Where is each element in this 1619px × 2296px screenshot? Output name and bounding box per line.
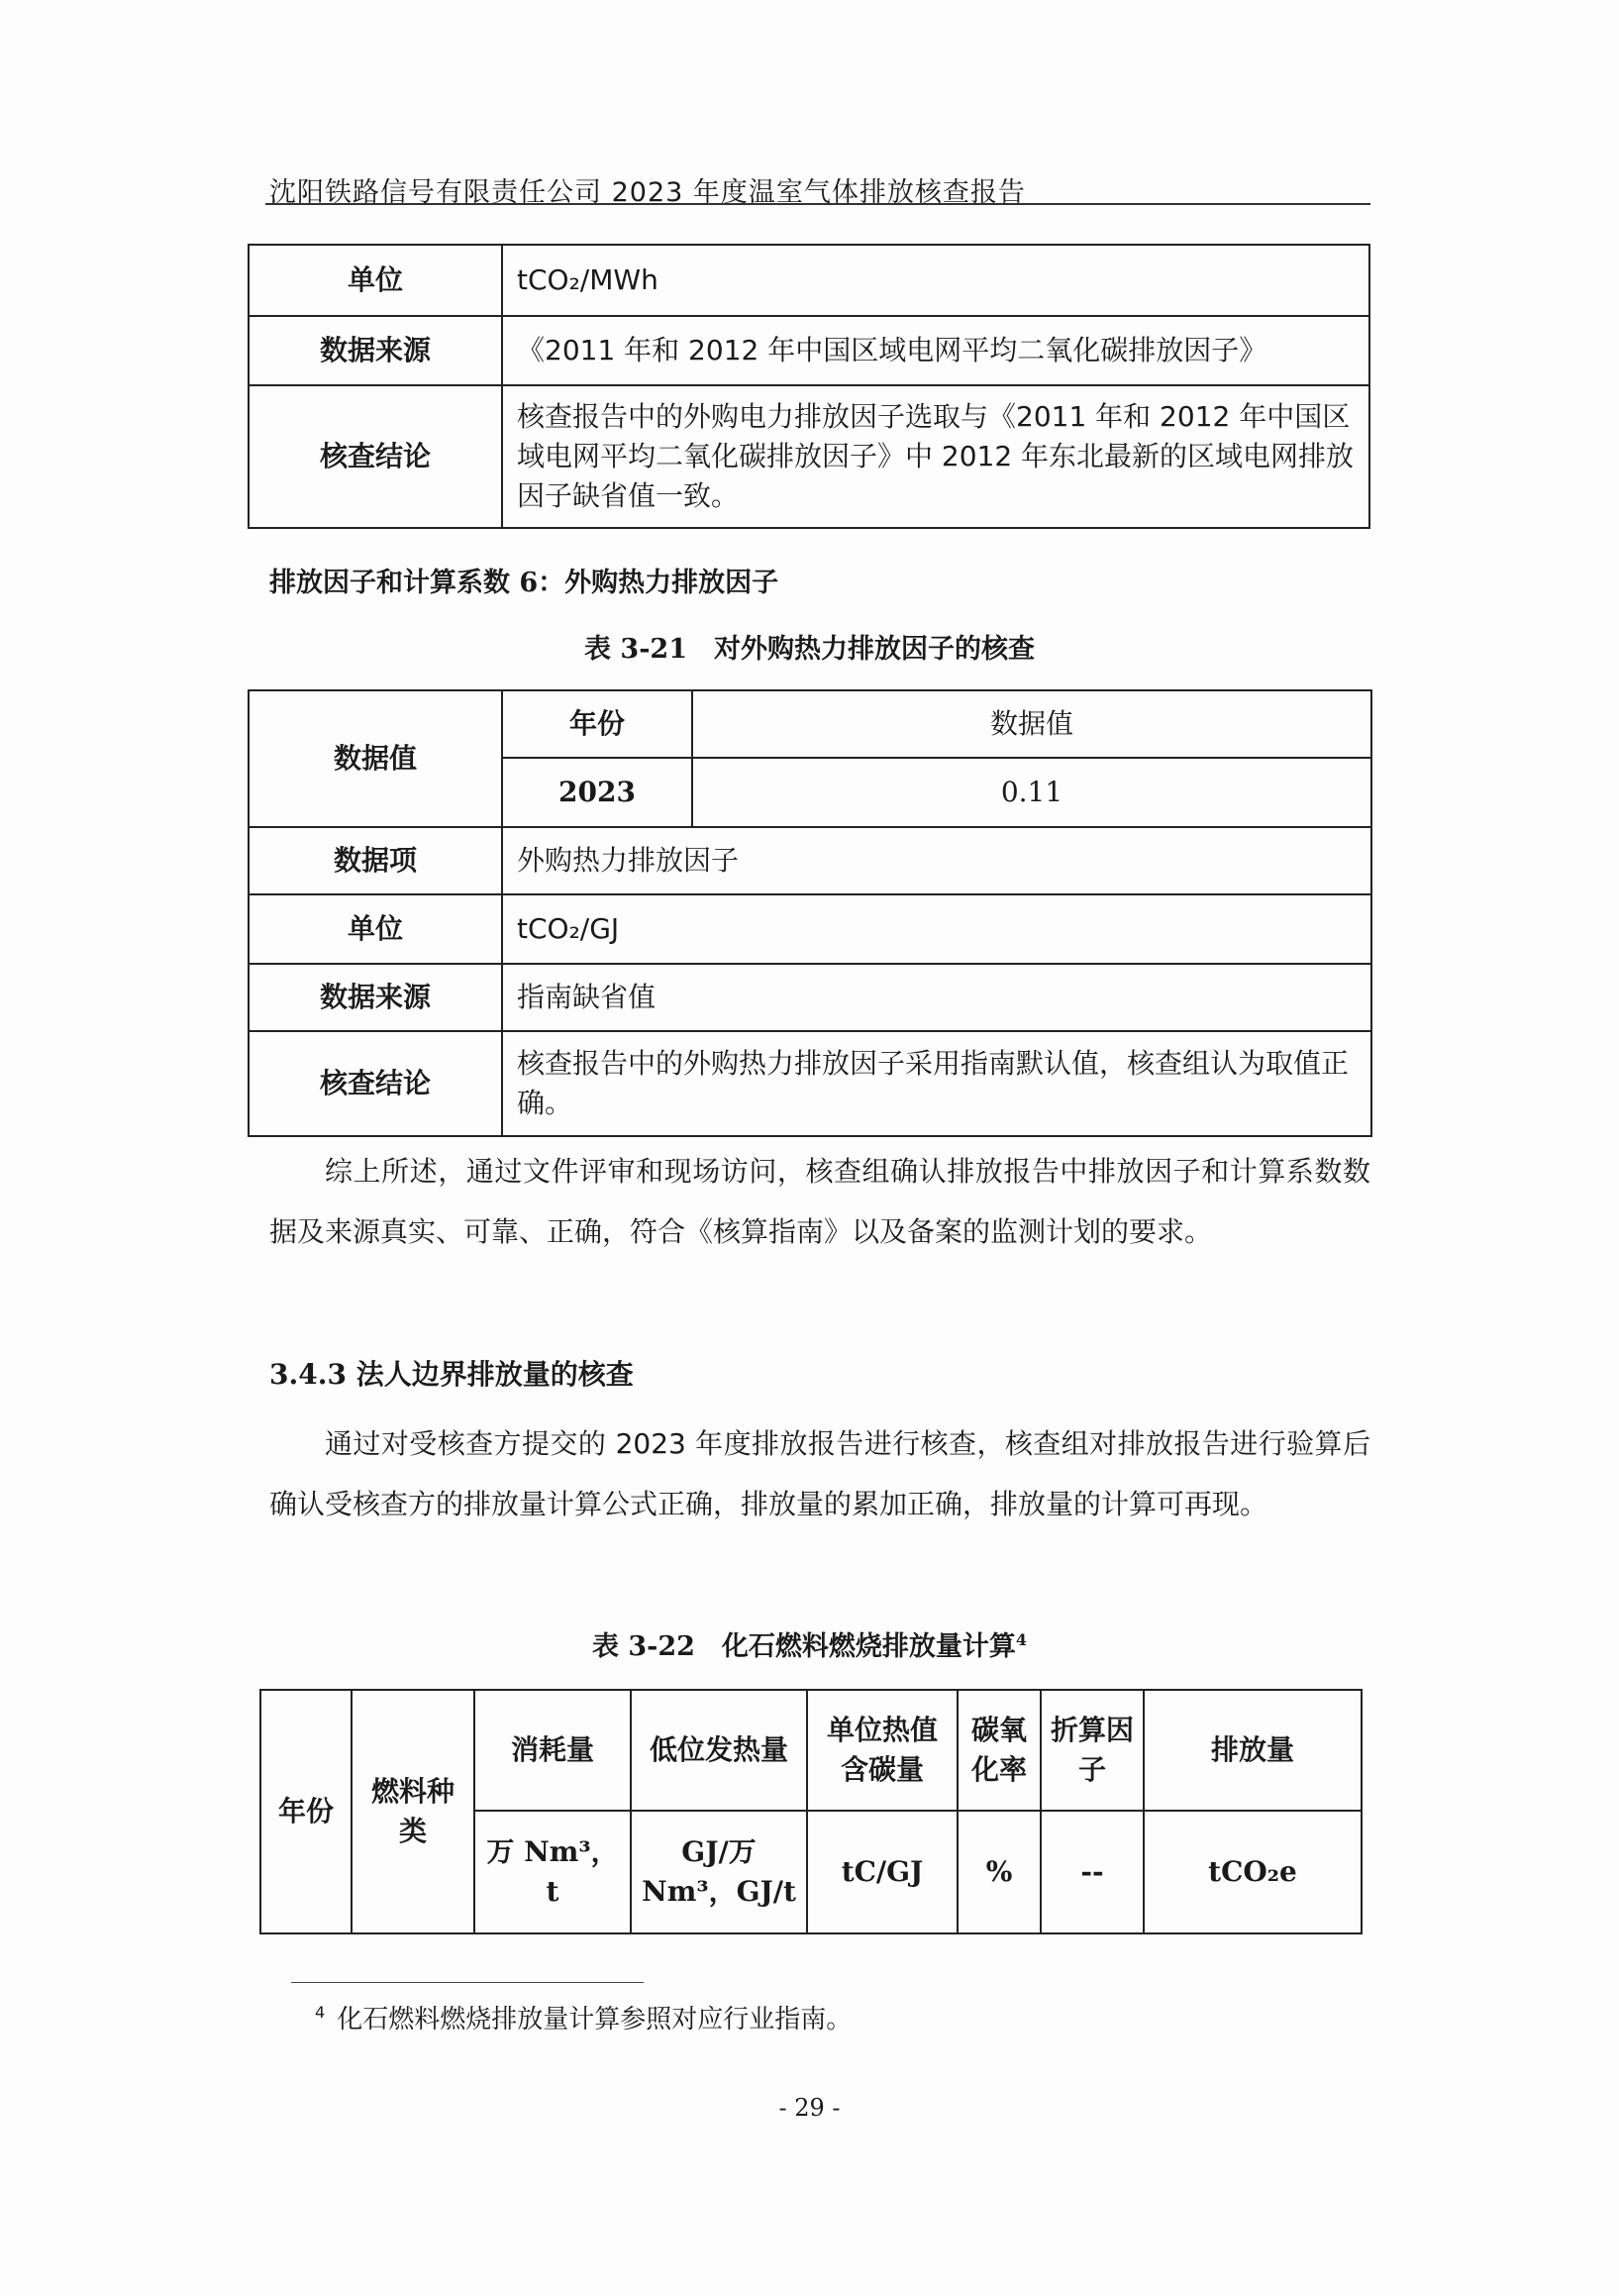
row-value: 核查报告中的外购热力排放因子采用指南默认值，核查组认为取值正确。 [502, 1031, 1371, 1136]
unit-emissions: tCO₂e [1144, 1811, 1362, 1933]
value-cell: 0.11 [692, 758, 1371, 827]
col-header-emissions: 排放量 [1144, 1690, 1362, 1811]
unit-consumption: 万 Nm³，t [474, 1811, 631, 1933]
table-row [249, 245, 1369, 316]
unit-ncv: GJ/万 Nm³，GJ/t [631, 1811, 807, 1933]
footnote [315, 1999, 852, 2035]
data-value-label: 数据值 [249, 690, 502, 827]
caption-text: 表 3-22 化石燃料燃烧排放量计算 [591, 1631, 1016, 1662]
col-header-carbon-content: 单位热值含碳量 [807, 1690, 958, 1811]
row-value: tCO₂/GJ [502, 894, 1371, 964]
footnote-rule [291, 1982, 644, 1983]
row-label: 核查结论 [249, 1031, 502, 1136]
section-heading: 排放因子和计算系数 6：外购热力排放因子 [269, 568, 779, 598]
report-header-title: 沈阳铁路信号有限责任公司 2023 年度温室气体排放核查报告 [269, 177, 1026, 208]
header-row [260, 1690, 1362, 1811]
col-header-consumption: 消耗量 [474, 1690, 631, 1811]
heat-factor-table [248, 689, 1372, 1137]
header-rule [265, 203, 1370, 205]
table-caption [0, 1624, 1619, 1663]
table-caption: 表 3-21 对外购热力排放因子的核查 [584, 634, 1035, 665]
table-row [249, 316, 1369, 385]
row-label: 核查结论 [249, 385, 502, 528]
summary-paragraph: 综上所述，通过文件评审和现场访问，核查组确认排放报告中排放因子和计算系数数据及来源真实、可靠、正确，符合《核算指南》以及备案的监测计划的要求。 [269, 1155, 1370, 1248]
footnote-number: 4 [315, 2003, 326, 2023]
row-label: 数据项 [249, 827, 502, 894]
table-row [249, 964, 1371, 1031]
table-row [249, 894, 1371, 964]
unit-oxidation-rate: % [958, 1811, 1041, 1933]
table-row [249, 690, 1371, 758]
col-header-conversion-factor: 折算因子 [1041, 1690, 1144, 1811]
year-header: 年份 [502, 690, 692, 758]
electricity-factor-table [248, 244, 1370, 529]
value-header: 数据值 [692, 690, 1371, 758]
table-row [249, 827, 1371, 894]
col-header-year: 年份 [260, 1690, 352, 1933]
col-header-ncv: 低位发热量 [631, 1690, 807, 1811]
footnote-ref: 4 [1015, 1630, 1028, 1649]
col-header-oxidation-rate: 碳氧化率 [958, 1690, 1041, 1811]
row-value: 外购热力排放因子 [502, 827, 1371, 894]
row-value: 《2011 年和 2012 年中国区域电网平均二氧化碳排放因子》 [502, 316, 1369, 385]
row-value: 核查报告中的外购电力排放因子选取与《2011 年和 2012 年中国区域电网平均二氧化碳排放因子》中 2012 年东北最新的区域电网排放因子缺省值一致。 [502, 385, 1369, 528]
subsection-heading: 3.4.3 法人边界排放量的核查 [269, 1358, 634, 1391]
row-value: 指南缺省值 [502, 964, 1371, 1031]
row-value: tCO₂/MWh [502, 245, 1369, 316]
row-label: 单位 [249, 245, 502, 316]
page-number: - 29 - [778, 2094, 841, 2122]
table-row [249, 385, 1369, 528]
year-cell: 2023 [502, 758, 692, 827]
footnote-text: 化石燃料燃烧排放量计算参照对应行业指南。 [337, 2005, 853, 2035]
row-label: 数据来源 [249, 316, 502, 385]
subsection-paragraph: 通过对受核查方提交的 2023 年度排放报告进行核查，核查组对排放报告进行验算后确认受核查方的排放量计算公式正确，排放量的累加正确，排放量的计算可再现。 [269, 1427, 1370, 1520]
unit-conversion-factor: -- [1041, 1811, 1144, 1933]
row-label: 单位 [249, 894, 502, 964]
unit-carbon-content: tC/GJ [807, 1811, 958, 1933]
fossil-fuel-emission-table [259, 1689, 1363, 1934]
row-label: 数据来源 [249, 964, 502, 1031]
col-header-fuel-type: 燃料种类 [352, 1690, 474, 1933]
table-row [249, 1031, 1371, 1136]
